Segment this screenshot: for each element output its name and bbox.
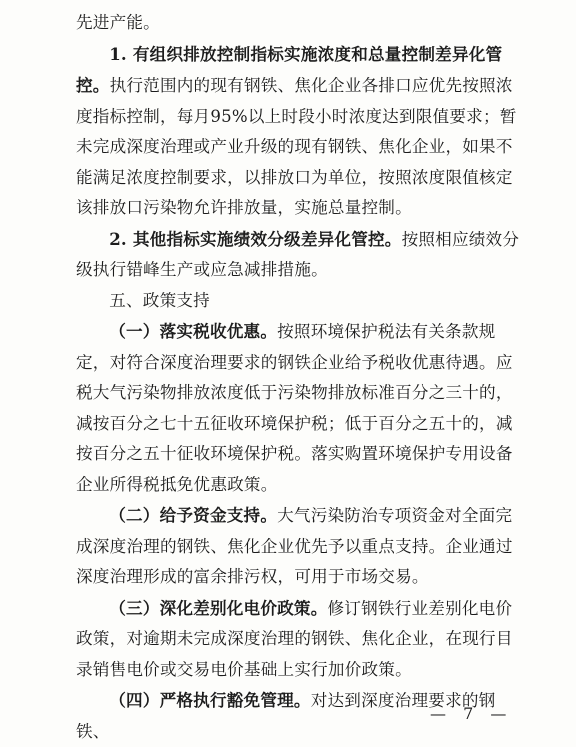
paragraph-tax — [76, 316, 526, 500]
paragraph-1 — [76, 39, 526, 224]
paragraph-funding — [76, 500, 526, 593]
paragraph-continuation — [76, 8, 526, 39]
paragraph-text: 先进产能。 — [76, 13, 160, 32]
paragraph-heading: 2. 其他指标实施绩效分级差异化管控。 — [109, 228, 402, 249]
paragraph-heading: （四）严格执行豁免管理。 — [109, 690, 311, 710]
paragraph-heading: （二）给予资金支持。 — [109, 505, 278, 525]
paragraph-text: 按照相应绩效分级执行错峰生产或应急减排措施。 — [76, 229, 520, 279]
page-number: — 7 — — [430, 704, 513, 723]
paragraph-text: 修订钢铁行业差别化电价政策，对逾期未完成深度治理的钢铁、焦化企业，在现行目录销售电价或交易电价基础上实行加价政策。 — [76, 598, 513, 679]
paragraph-heading: 1. 有组织排放控制指标实施浓度和总量控制差异化管控。 — [76, 43, 503, 95]
paragraph-heading: （三）深化差别化电价政策。 — [109, 597, 328, 618]
paragraph-text: 按照环境保护税法有关条款规定，对符合深度治理要求的钢铁企业给予税收优惠待遇。应税大气污染物排放浓度低于污染物排放标准百分之三十的，减按百分之七十五征收环境保护税；低于百分之五十的，减按百分之五十征收环境保护税。落实购置环境保护专用设备企业所得税抵免优惠政策。 — [76, 322, 513, 494]
paragraph-text: 对达到深度治理要求的钢铁、 — [76, 691, 496, 741]
paragraph-2 — [76, 224, 526, 286]
paragraph-electricity — [76, 593, 526, 686]
section-heading-text: 五、政策支持 — [109, 290, 210, 310]
paragraph-text: 执行范围内的现有钢铁、焦化企业各排口应优先按照浓度指标控制，每月95%以上时段小时浓度达到限值要求；暂未完成深度治理或产业升级的现有钢铁、焦化企业，如果不能满足浓度控制要求，以排放口为单位，按照浓度限值核定该排放口污染物允许排放量，实施总量控制。 — [76, 76, 517, 217]
paragraph-heading: （一）落实税收优惠。 — [109, 321, 278, 341]
paragraph-text: 大气污染防治专项资金对全面完成深度治理的钢铁、焦化企业优先予以重点支持。企业通过深度治理形成的富余排污权，可用于市场交易。 — [76, 506, 513, 586]
document-body — [76, 8, 526, 747]
section-heading — [76, 286, 526, 317]
